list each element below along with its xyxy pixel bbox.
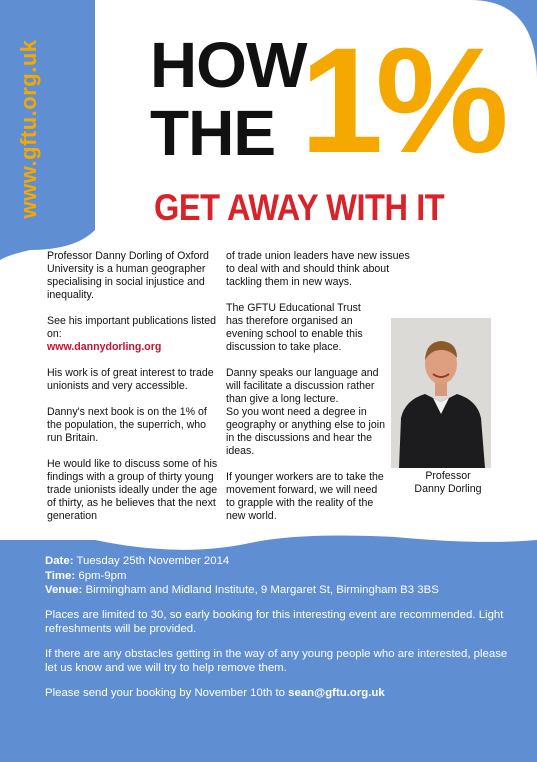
places-note: Places are limited to 30, so early booking for this interesting event are recommended. Light refreshments will be provided.	[45, 608, 504, 635]
obstacles-note: If there are any obstacles getting in the way of any young people who are interested, please let us know and we will try to help remove them.	[45, 647, 508, 674]
headline-subtitle: GET AWAY WITH IT	[154, 187, 445, 228]
headline-percent: 1%	[300, 16, 501, 184]
paragraph: See his important publications listed on:	[47, 315, 217, 340]
date-value: Tuesday 25th November 2014	[76, 555, 230, 567]
event-info	[45, 554, 515, 710]
paragraph: of trade union leaders have new issues to deal with and should think about tackling them in new ways.	[226, 250, 410, 288]
booking-note: Please send your booking by November 10th to	[45, 686, 285, 699]
time-label: Time:	[45, 569, 76, 582]
date-label: Date:	[45, 555, 74, 567]
venue-value: Birmingham and Midland Institute, 9 Margaret St, Birmingham B3 3BS	[85, 584, 439, 596]
dorling-website-link[interactable]: www.dannydorling.org	[47, 341, 162, 353]
speaker-photo	[391, 318, 491, 468]
headline-the: THE	[150, 97, 275, 169]
caption-line: Danny Dorling	[414, 483, 482, 495]
venue-label: Venue:	[45, 584, 83, 596]
time-value: 6pm-9pm	[78, 569, 127, 582]
paragraph: His work is of great interest to trade unionists and very accessible.	[47, 367, 214, 392]
headline-how: HOW	[150, 29, 307, 101]
body-column-2	[226, 250, 410, 536]
paragraph: The GFTU Educational Trust has therefore organised an evening school to enable this discussion to take place.	[226, 302, 363, 353]
paragraph: Danny's next book is on the 1% of the population, the superrich, who run Britain.	[47, 406, 207, 444]
paragraph: Danny speaks our language and will facilitate a discussion rather than give a long lecture.	[226, 367, 379, 405]
body-column-1	[47, 250, 219, 536]
caption-line: Professor	[425, 470, 471, 482]
vertical-url[interactable]: www.gftu.org.uk	[16, 39, 41, 219]
paragraph: He would like to discuss some of his findings with a group of thirty young trade unionists ideally under the age of thirty, as he believes that the next generation	[47, 458, 218, 522]
paragraph: So you wont need a degree in geography or anything else to join in the discussions and hear the ideas.	[226, 406, 386, 457]
booking-email-link[interactable]: sean@gftu.org.uk	[288, 686, 385, 699]
paragraph: Professor Danny Dorling of Oxford University is a human geographer specialising in social injustice and inequality.	[47, 250, 209, 301]
photo-caption	[398, 470, 498, 496]
paragraph: If younger workers are to take the movement forward, we will need to grapple with the reality of the new world.	[226, 471, 384, 522]
